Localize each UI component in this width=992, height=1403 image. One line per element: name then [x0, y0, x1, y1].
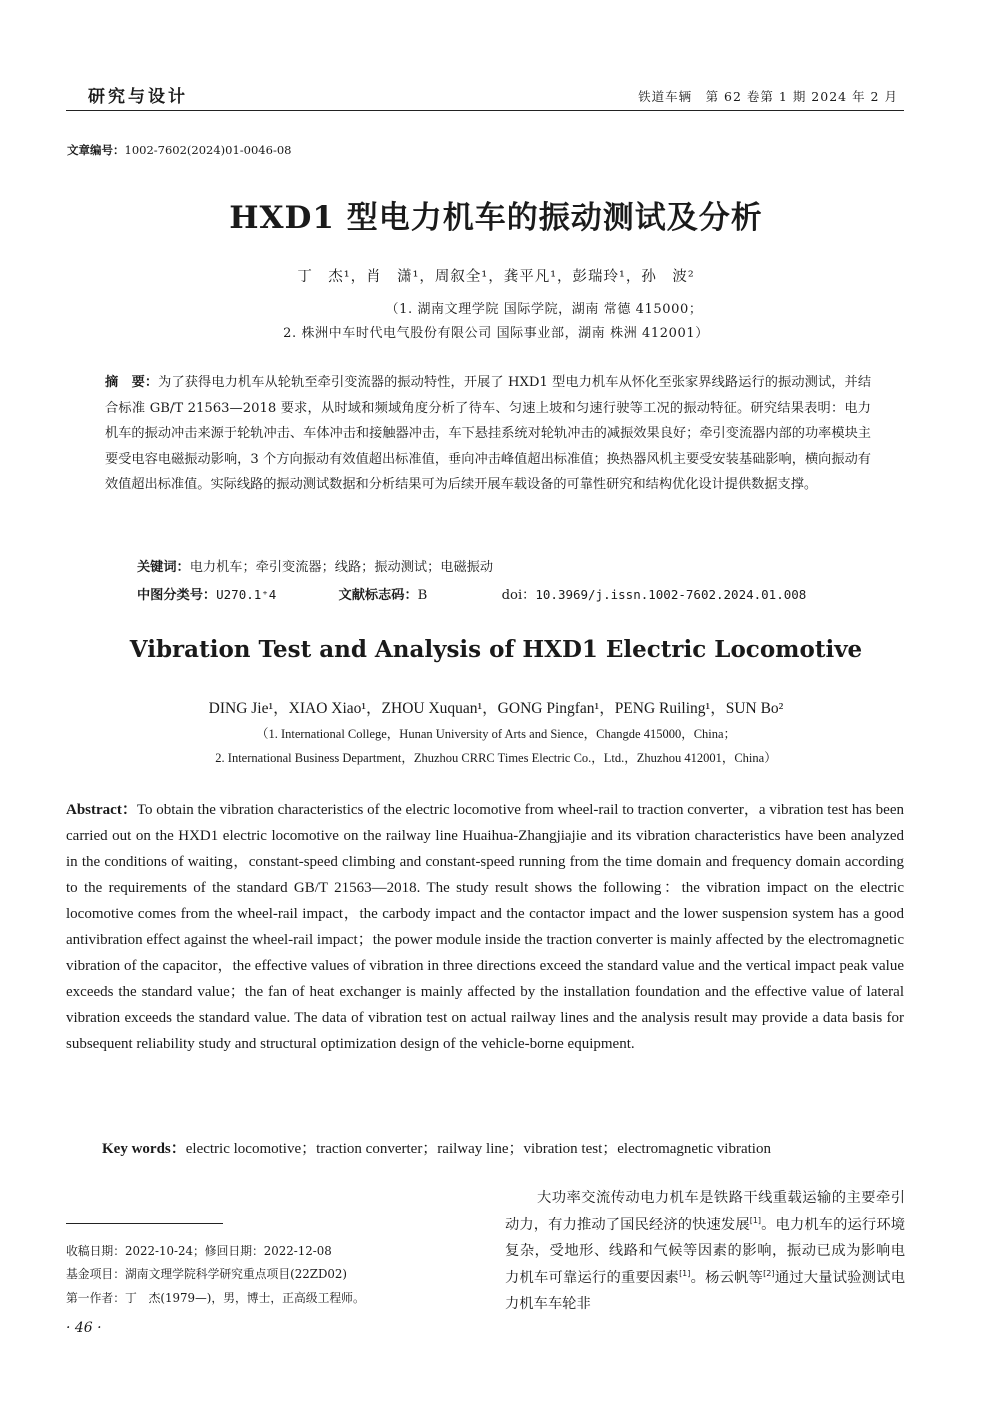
clc-label: 中图分类号：	[137, 588, 217, 603]
section-label: 研究与设计	[88, 87, 188, 107]
classification-line	[137, 584, 857, 603]
authors-chinese: 丁 杰¹，肖 潇¹，周叙全¹，龚平凡¹，彭瑞玲¹，孙 波²	[297, 269, 695, 285]
doc-code-value: B	[417, 588, 428, 603]
clc-value: U270.1⁺4	[216, 587, 277, 602]
footnote-received: 收稿日期：2022-10-24；修回日期：2022-12-08	[66, 1244, 332, 1258]
affiliation-cn-1: （1. 湖南文理学院 国际学院，湖南 常德 415000；	[385, 302, 703, 317]
keywords-cn-text: 电力机车；牵引变流器；线路；振动测试；电磁振动	[189, 560, 494, 575]
title-english: Vibration Test and Analysis of HXD1 Electric Locomotive	[129, 636, 863, 663]
abstract-cn-text: 为了获得电力机车从轮轨至牵引变流器的振动特性，开展了 HXD1 型电力机车从怀化至张家界线路运行的振动测试，并结合标准 GB/T 21563—2018 要求，从时域和频域角度分析了待车、匀速上坡和匀速行驶等工况的振动特征。研究结果表明：电力机车的振动冲击来源于轮轨冲击、车体冲击和接触器冲击，车下悬挂系统对轮轨冲击的减振效果良好；牵引变流器内部的功率模块主要受电容电磁振动影响，3 个方向振动有效值超出标准值，垂向冲击峰值超出标准值；换热器风机主要受安装基础影响，横向振动有效值超出标准值。实际线路的振动测试数据和分析结果可为后续开展车载设备的可靠性研究和结构优化设计提供数据支撑。	[105, 375, 872, 492]
intro-text-1: 大功率交流传动电力机车是铁路干线重载运输的主要牵引动力，有力推动了国民经济的快速发展	[505, 1190, 905, 1233]
affiliation-en-1: （1. International College，Hunan University of Arts and Sience，Changde 415000，China；	[255, 727, 737, 741]
citation-ref: [1]	[749, 1215, 762, 1225]
abstract-cn-label: 摘 要：	[105, 375, 159, 390]
article-number-label: 文章编号：	[67, 143, 125, 157]
keywords-en-label: Key words：	[102, 1141, 186, 1157]
article-number	[67, 142, 291, 158]
intro-text-2: 。电力机车的运行环境复杂，受地形、线路和气候等因素的影响，振动已成为影响电力机车可靠运行的重要因素	[505, 1216, 906, 1286]
abstract-en-text: To obtain the vibration characteristics of the electric locomotive from wheel-rail to traction converter，a vibration test has been carried out on the HXD1 electric locomotive on the railway line Huaihua-Zhangjiajie and its vibration characteristics have been analyzed in the conditions of waiting，constant-speed climbing and constant-speed running from the time domain and frequency domain according to the requirements of the standard GB/T 21563—2018. The study result shows the following：the vibration impact on the electric locomotive comes from the wheel-rail impact，the carbody impact and the contactor impact and the lower suspension system has a good antivibration effect against the wheel-rail impact；the power module inside the traction converter is mainly affected by the electromagnetic vibration of the capacitor，the effective values of vibration in three directions exceed the standard value and the vertical impact peak value exceeds the standard value；the fan of heat exchanger is mainly affected by the installation foundation and the effective value of lateral vibration exceeds the standard value. The data of vibration test on actual railway lines and the analysis result may provide a data basis for subsequent reliability study and structural optimization design of the vehicle-borne equipment.	[66, 802, 904, 1052]
citation-ref: [2]	[763, 1268, 775, 1278]
keywords-cn-label: 关键词：	[137, 560, 190, 575]
doc-code-label: 文献标志码：	[338, 588, 418, 603]
keywords-en-text: electric locomotive；traction converter；railway line；vibration test；electromagnetic vibration	[185, 1141, 771, 1157]
intro-text-3: 。杨云帆等	[690, 1269, 764, 1286]
affiliation-en-2: 2. International Business Department，Zhuzhou CRRC Times Electric Co.，Ltd.，Zhuzhou 412001，China）	[215, 751, 777, 765]
footnote-funding: 基金项目：湖南文理学院科学研究重点项目(22ZD02)	[66, 1267, 348, 1281]
doi-label: doi：	[501, 588, 536, 603]
abstract-english	[66, 797, 904, 1057]
affiliation-cn-2: 2. 株洲中车时代电气股份有限公司 国际事业部，湖南 株洲 412001）	[283, 326, 709, 341]
title-chinese: HXD1 型电力机车的振动测试及分析	[229, 200, 763, 236]
journal-info: 铁道车辆 第 62 卷第 1 期 2024 年 2 月	[638, 89, 898, 104]
article-number-value: 1002-7602(2024)01-0046-08	[124, 143, 292, 157]
abstract-en-label: Abstract：	[66, 802, 137, 818]
abstract-chinese	[105, 370, 871, 498]
introduction-paragraph	[505, 1185, 905, 1318]
intro-text-4: 通过大量试验测试电力机车车轮非	[505, 1269, 906, 1312]
keywords-chinese	[137, 556, 493, 575]
page-number: · 46 ·	[66, 1320, 102, 1336]
citation-ref: [1]	[679, 1268, 691, 1278]
footnote-rule	[66, 1223, 223, 1224]
keywords-english	[102, 1137, 771, 1158]
footnote-author: 第一作者：丁 杰(1979—)，男，博士，正高级工程师。	[66, 1291, 365, 1305]
authors-english: DING Jie¹，XIAO Xiao¹，ZHOU Xuquan¹，GONG Pingfan¹，PENG Ruiling¹，SUN Bo²	[208, 700, 784, 717]
header-rule	[66, 110, 904, 111]
doi-value: 10.3969/j.issn.1002-7602.2024.01.008	[535, 587, 807, 602]
